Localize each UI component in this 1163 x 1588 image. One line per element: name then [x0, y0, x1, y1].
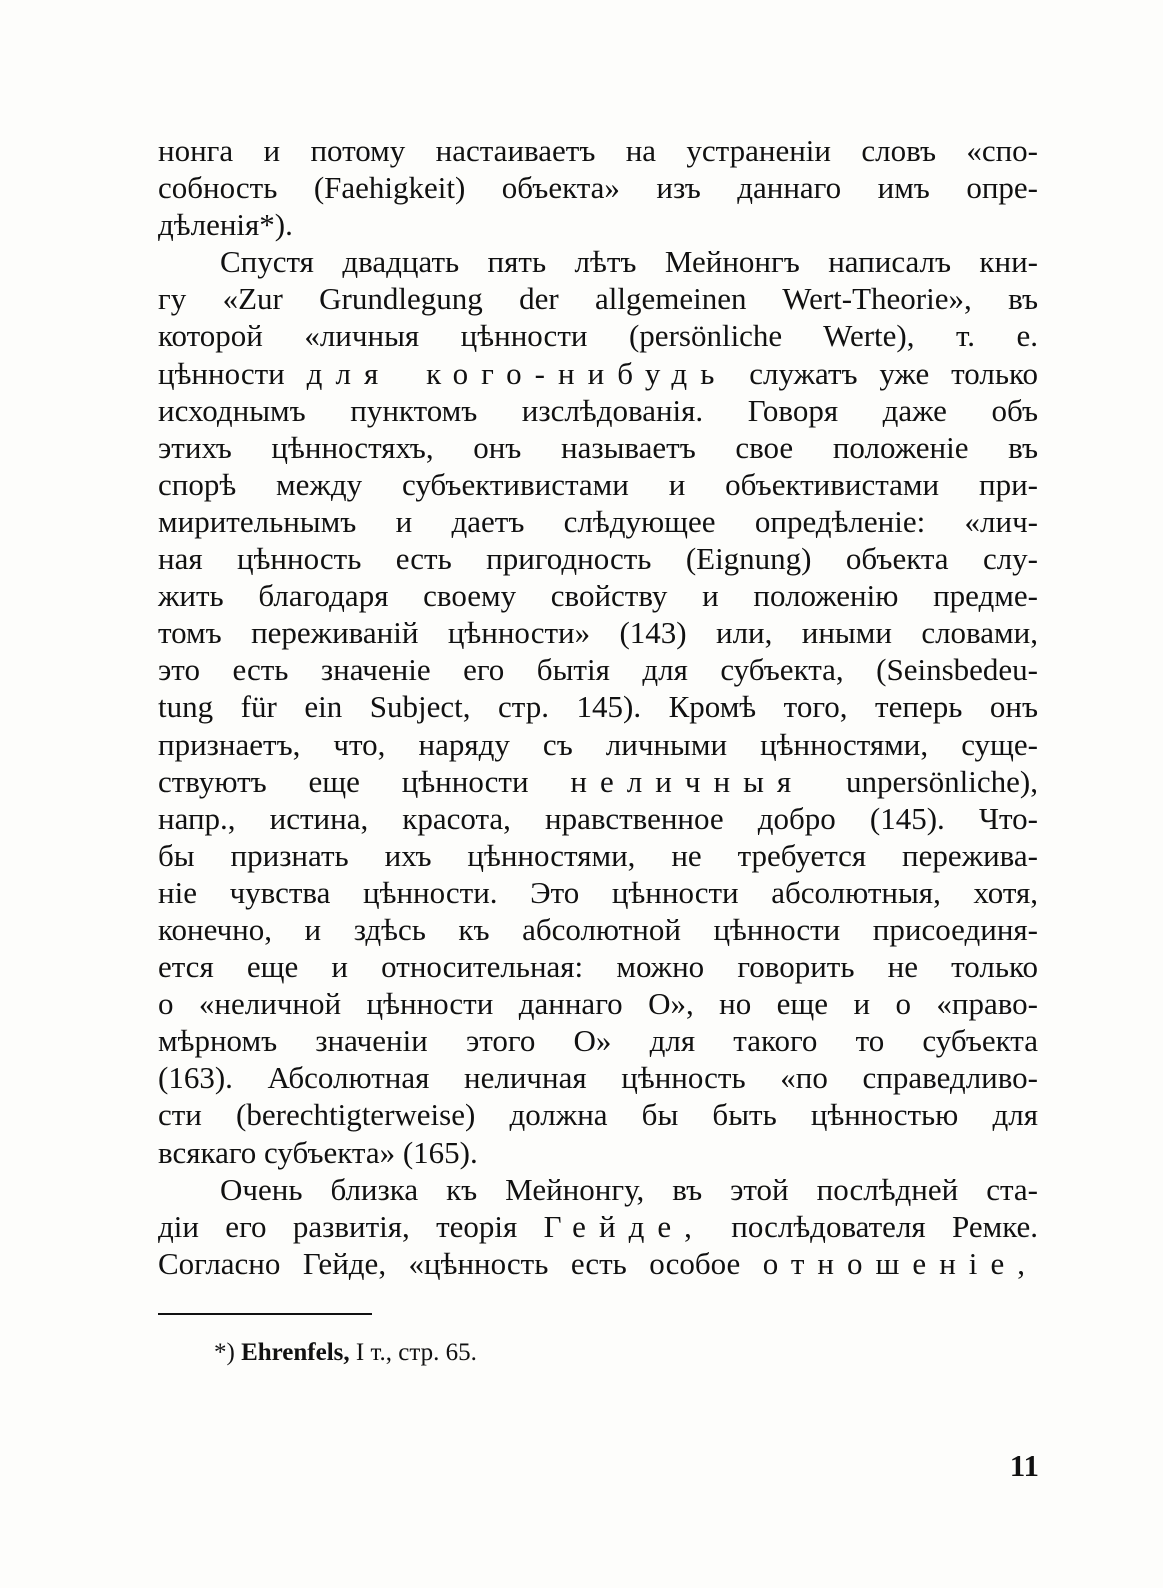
text-line: бы признать ихъ цѣнностями, не требуется пережива- — [158, 837, 1038, 873]
text-line — [158, 355, 1038, 392]
text-segment: Согласно Гейде, «цѣнность есть особое — [158, 1245, 741, 1281]
text-line: нонга и потому настаиваетъ на устраненіи словъ «спо- — [158, 133, 1038, 168]
text-line: жить благодаря своему свойству и положенію предме- — [158, 578, 1038, 614]
footnote-reference: I т., стр. 65. — [355, 1339, 477, 1366]
text-segment: unpersönliche), — [846, 763, 1038, 799]
text-line: гу «Zur Grundlegung der allgemeinen Wert-Theorie», въ — [158, 281, 1038, 317]
emphasis-spaced: Гейде, — [543, 1208, 705, 1244]
text-line: которой «личныя цѣнности (persönliche Werte), т. е. — [158, 318, 1038, 354]
footnote-divider — [158, 1313, 372, 1315]
emphasis-spaced: неличныя — [570, 763, 805, 799]
text-line: признаетъ, что, наряду съ личными цѣнностями, суще- — [158, 726, 1038, 762]
text-line: томъ переживаній цѣнности» (143) или, иными словами, — [158, 615, 1038, 651]
text-line: ная цѣнность есть пригодность (Eignung) объекта слу- — [158, 541, 1038, 577]
text-line: (163). Абсолютная неличная цѣнность «по справедливо- — [158, 1060, 1038, 1096]
emphasis-spaced: отношеніе, — [762, 1245, 1038, 1281]
text-line: о «неличной цѣнности даннаго О», но еще и о «право- — [158, 986, 1038, 1022]
page-number: 11 — [1009, 1448, 1039, 1483]
text-line: дѣленія*). — [158, 207, 293, 243]
footnote — [214, 1338, 477, 1368]
text-line: собность (Faehigkeit) объекта» изъ даннаго имъ опре- — [158, 170, 1038, 206]
text-line: конечно, и здѣсь къ абсолютной цѣнности присоединя- — [158, 911, 1038, 947]
text-line: tung für ein Subject, стр. 145). Кромѣ того, теперь онъ — [158, 689, 1038, 725]
text-line — [158, 1245, 1038, 1282]
text-line: напр., истина, красота, нравственное добро (145). Что- — [158, 800, 1038, 836]
text-line: это есть значеніе его бытія для субъекта, (Seinsbedeu- — [158, 652, 1038, 688]
text-line: мирительнымъ и даетъ слѣдующее опредѣленіе: «лич- — [158, 503, 1038, 539]
text-segment: ствуютъ еще цѣнности — [158, 763, 529, 799]
footnote-marker: *) — [214, 1339, 235, 1366]
text-line: мѣрномъ значеніи этого О» для такого то субъекта — [158, 1023, 1038, 1059]
text-segment: діи его развитія, теорія — [158, 1208, 518, 1244]
text-line: Спустя двадцать пять лѣтъ Мейнонгъ написалъ кни- — [220, 244, 1038, 280]
text-line: ется еще и относительная: можно говорить не только — [158, 949, 1038, 985]
text-line — [158, 1208, 1038, 1245]
text-line: ніе чувства цѣнности. Это цѣнности абсолютныя, хотя, — [158, 874, 1038, 910]
text-line: сти (berechtigterweise) должна бы быть цѣнностью для — [158, 1097, 1038, 1133]
text-line: спорѣ между субъективистами и объективистами при- — [158, 466, 1038, 502]
text-line: Очень близка къ Мейнонгу, въ этой послѣдней ста- — [220, 1171, 1038, 1207]
footnote-author: Ehrenfels, — [241, 1339, 350, 1366]
text-line: всякаго субъекта» (165). — [158, 1134, 478, 1170]
text-line: исходнымъ пунктомъ изслѣдованія. Говоря даже объ — [158, 392, 1038, 428]
text-segment: служатъ уже только — [749, 355, 1038, 391]
main-text — [158, 132, 1038, 1282]
emphasis-spaced: для кого-нибудь — [306, 355, 728, 391]
text-line — [158, 763, 1038, 800]
text-segment: послѣдователя Ремке. — [731, 1208, 1039, 1244]
text-segment: цѣнности — [158, 355, 285, 391]
text-line: этихъ цѣнностяхъ, онъ называетъ свое положеніе въ — [158, 429, 1038, 465]
